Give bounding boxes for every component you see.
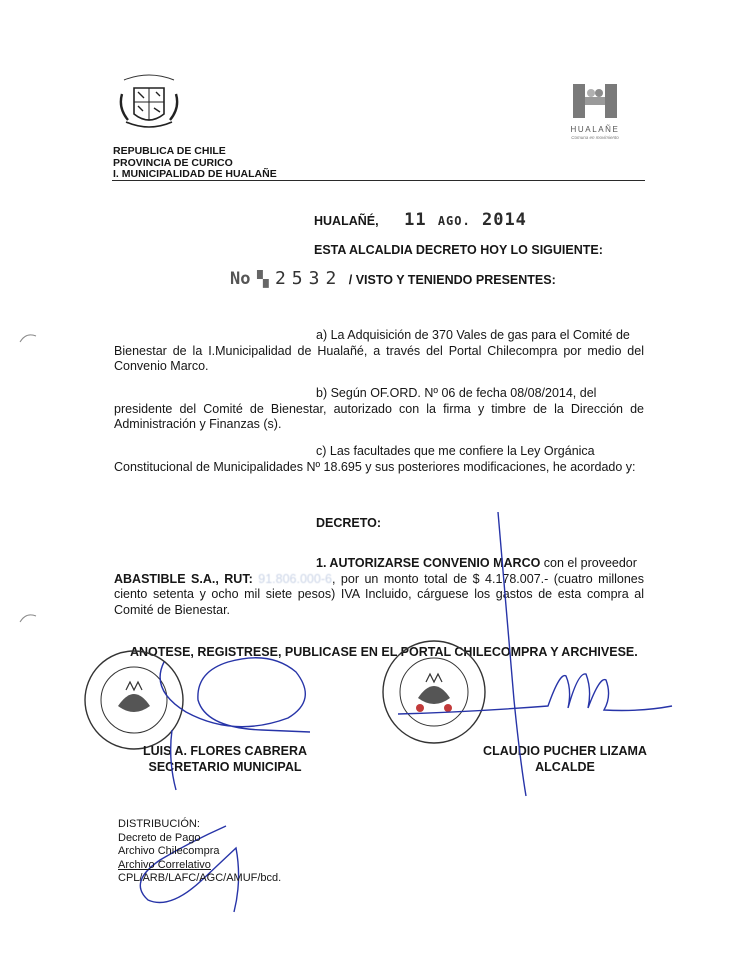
secretario-name: LUIS A. FLORES CABRERA [142, 744, 308, 758]
considerando-c-first: c) Las facultades que me confiere la Ley Orgánica [316, 444, 595, 458]
date-year: 2014 [481, 210, 527, 230]
considerando-c-rest: Constitucional de Municipalidades Nº 18.695 y sus posteriores modificaciones, he acordado y: [114, 459, 636, 474]
resolution-provider: ABASTIBLE S.A., RUT: [114, 571, 253, 586]
decree-number-line [230, 268, 556, 289]
decreto-heading: DECRETO: [316, 516, 382, 530]
date-month: AGO. [437, 214, 471, 228]
alcalde-title: ALCALDE [535, 759, 595, 774]
considerando-b-first: b) Según OF.ORD. Nº 06 de fecha 08/08/2014, del [316, 386, 597, 400]
punch-hole-mark-bottom [18, 610, 38, 630]
secretario-title: SECRETARIO MUNICIPAL [148, 759, 302, 774]
alcalde-seal [380, 638, 488, 746]
letterhead-block [113, 146, 277, 181]
punch-hole-mark-top [18, 330, 38, 350]
considerando-b [114, 386, 644, 433]
hualane-logo [564, 82, 626, 140]
resolution-paragraph [114, 556, 644, 618]
signature-alcalde [448, 744, 682, 775]
alcalde-name: CLAUDIO PUCHER LIZAMA [483, 744, 647, 758]
resolution-first [114, 556, 644, 572]
rut-redacted: 91.806.000-6 [258, 571, 332, 586]
resolution-item: 1. AUTORIZARSE CONVENIO MARCO [316, 556, 541, 570]
decree-number: 2532 [274, 268, 343, 289]
distribution-line-4: CPL/ARB/LAFC/AGC/AMUF/bcd. [118, 872, 282, 884]
logo-name: HUALAÑE [570, 125, 620, 134]
alcalde-seal-icon [380, 638, 488, 746]
logo-tagline: Comuna en movimiento [571, 135, 619, 140]
hualane-h-logo-icon [569, 82, 621, 120]
considerando-a-rest: Bienestar de la I.Municipalidad de Hualañé, a través del Portal Chilecompra por medio del Convenio Marco. [114, 343, 644, 373]
date-stamp [404, 210, 527, 230]
municipal-emblem [116, 70, 182, 142]
letterhead-country: REPUBLICA DE CHILE [113, 145, 226, 157]
secretario-seal-icon [82, 648, 186, 752]
distribution-heading: DISTRIBUCIÓN: [118, 818, 200, 830]
distribution-block [118, 818, 281, 886]
decree-intro: ESTA ALCALDIA DECRETO HOY LO SIGUIENTE: [314, 243, 603, 257]
decree-number-prefix: No [230, 269, 251, 289]
considerando-c [114, 444, 644, 475]
letterhead-divider [112, 180, 645, 181]
distribution-line-3: Archivo Correlativo [118, 858, 211, 871]
resolution-item-tail: con el proveedor [540, 556, 637, 570]
municipal-coat-of-arms-icon [116, 70, 182, 142]
considerando-a [114, 328, 644, 375]
place-date [314, 210, 527, 230]
secretario-seal [82, 648, 186, 752]
considerando-a-first: a) La Adquisición de 370 Vales de gas para el Comité de [316, 328, 630, 342]
date-day: 11 [404, 210, 427, 230]
distribution-line-2: Archivo Chilecompra [118, 845, 220, 857]
visto-heading: / VISTO Y TENIENDO PRESENTES: [348, 273, 556, 287]
letterhead-municipality: I. MUNICIPALIDAD DE HUALAÑE [113, 168, 277, 180]
closing-statement: ANOTESE, REGISTRESE, PUBLICASE EN EL PORTAL CHILECOMPRA Y ARCHIVESE. [130, 645, 638, 659]
considerando-b-rest: presidente del Comité de Bienestar, autorizado con la firma y timbre de la Dirección de Administración y Finanzas (s). [114, 401, 644, 431]
number-sign-icon: ▚ [256, 271, 269, 288]
place-name: HUALAÑÉ, [314, 214, 379, 228]
distribution-line-1: Decreto de Pago [118, 831, 201, 844]
letterhead-province: PROVINCIA DE CURICO [113, 156, 233, 169]
signature-secretario [112, 744, 338, 775]
resolution-rest: , por un monto total de $ 4.178.007.- (cuatro millones ciento setenta y ocho mil siete pesos) IVA Incluido, cárguese los gastos de esta compra al Comité de Bienestar. [114, 571, 645, 617]
